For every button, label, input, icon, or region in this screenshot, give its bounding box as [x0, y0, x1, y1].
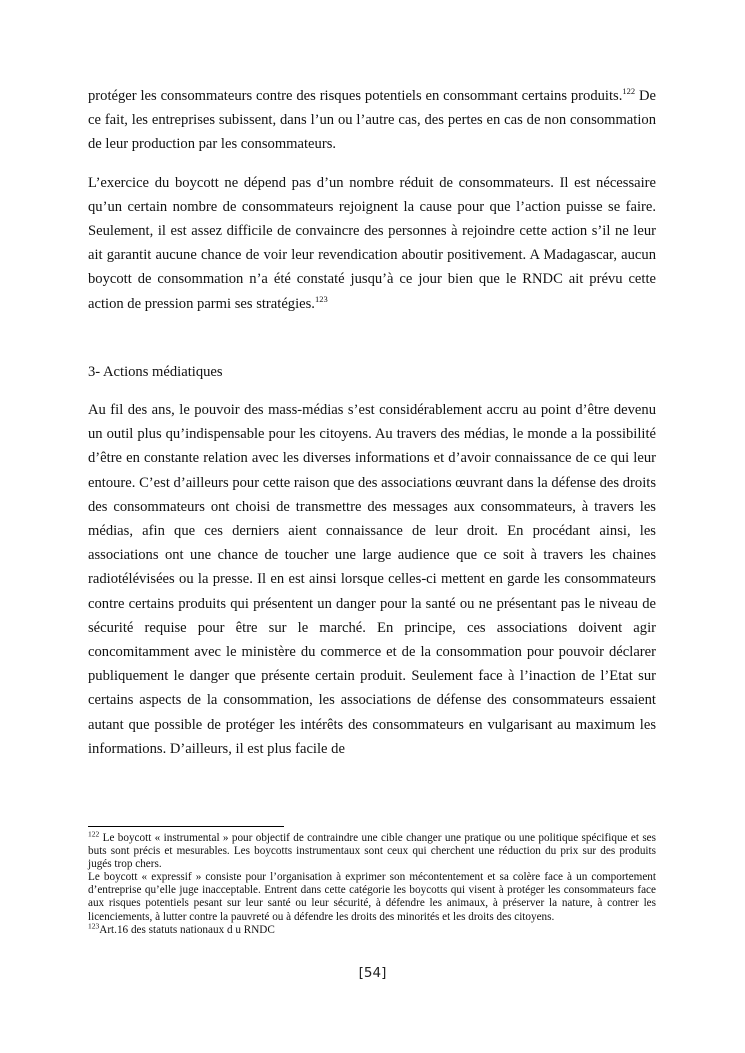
footnotes: [88, 829, 656, 937]
paragraph-1-continued: De ce fait, les entreprises subissent, dans l’un ou l’autre cas, des pertes en cas de non consommation de leur production par les consommateurs.: [88, 88, 656, 153]
footnote-123-mark: 123: [88, 920, 100, 930]
footnote-123-text: Art.16 des statuts nationaux d u RNDC: [99, 923, 275, 936]
paragraph-1-text: protéger les consommateurs contre des risques potentiels en consommant certains produits.: [88, 88, 623, 104]
footnote-ref-122[interactable]: 122: [622, 86, 636, 97]
footnote-122-continued: Le boycott « expressif » consiste pour l’organisation à exprimer son mécontentement et sa colère face à un comportement d’entreprise qu’elle juge inacceptable. Entrent dans cette catégorie les boycotts qui visent à protéger les consommateurs face aux risques potentiels pesant sur leur santé ou leur sécurité, à défendre les animaux, à préserver la nature, à contrer les licenciements, à lutter contre la pauvreté ou à défendre les droits des minorités et les droits des citoyens.: [88, 871, 656, 923]
footnote-ref-123[interactable]: 123: [314, 293, 328, 304]
footnote-122-text: Le boycott « instrumental » pour objectif de contraindre une cible changer une pratique ou une politique spécifique et ses buts sont précis et mesurables. Les boycotts instrumentaux sont ceux qui cherchent une réduction du prix sur des produits jugés trop chers.: [88, 832, 656, 871]
paragraph-2-text: L’exercice du boycott ne dépend pas d’un nombre réduit de consommateurs. Il est nécessaire qu’un certain nombre de consommateurs rejoignent la cause pour que l’action puisse se faire. Seulement, il est assez difficile de convaincre des personnes à rejoindre cette action s’il ne leur ait garantit aucune chance de voir leur revendication aboutir positivement. A Madagascar, aucun boycott de consommation n’a été constaté jusqu’à ce jour bien que le RNDC ait prévu cette action de pression parmi ses stratégies.: [88, 174, 656, 312]
footnote-122: [88, 829, 656, 871]
section-heading: 3- Actions médiatiques: [88, 363, 223, 380]
paragraph-3: Au fil des ans, le pouvoir des mass-médias s’est considérablement accru au point d’être devenu un outil plus qu’indispensable pour les citoyens. Au travers des médias, le monde a la possibilité d’être en constante relation avec les diverses informations et d’avoir connaissance de ce qui leur entoure. C’est d’ailleurs pour cette raison que des associations œuvrant dans la défense des droits des consommateurs ont choisi de transmettre des messages aux consommateurs, à travers les médias, afin que ces derniers aient connaissance de leur droit. En procédant ainsi, les associations ont une chance de toucher une large audience que ce soit à travers les chaines radiotélévisées ou la presse. Il en est ainsi lorsque celles-ci mettent en garde les consommateurs contre certains produits qui présentent un danger pour la santé ou ne présentant pas le niveau de sécurité requise pour être sur le marché. En principe, ces associations doivent agir concomitamment avec le ministère du commerce et de la consommation pour pouvoir déclarer publiquement le danger que présente certain produit. Seulement face à l’inaction de l’Etat sur certains aspects de la consommation, les associations de défense des consommateurs essaient autant que possible de protéger les intérêts des consommateurs en vulgarisant au maximum les informations. D’ailleurs, il est plus facile de: [88, 402, 656, 757]
footnote-separator: [88, 826, 284, 827]
section-spacer: [88, 330, 656, 360]
footnote-122-mark: 122: [88, 829, 100, 839]
paragraph-2: [88, 171, 656, 316]
body-text: [88, 84, 656, 775]
paragraph-1: [88, 84, 656, 157]
page-number: [54]: [358, 965, 387, 981]
footnote-123: [88, 920, 656, 937]
